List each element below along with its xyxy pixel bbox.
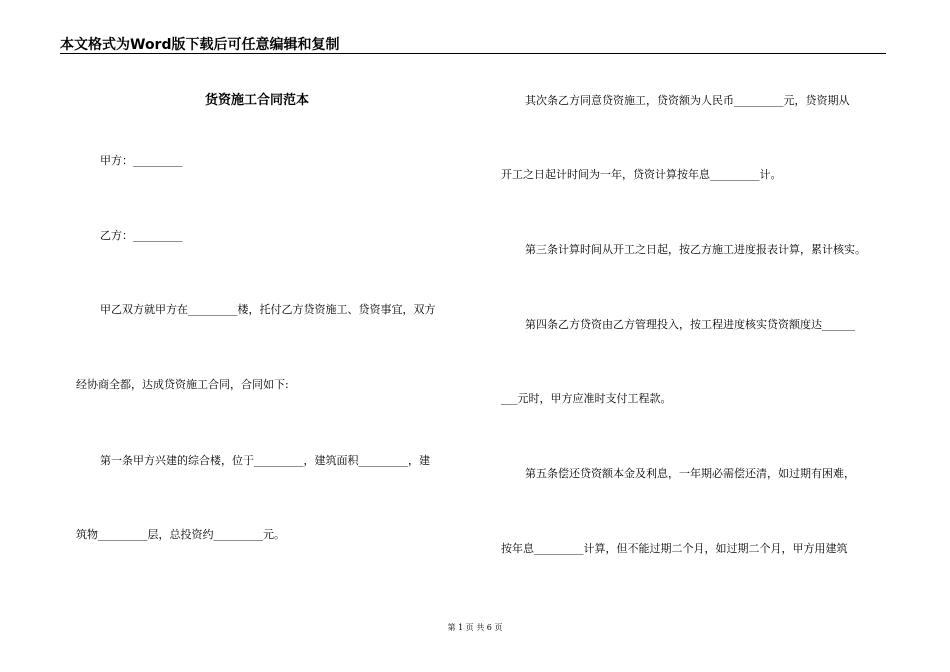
paragraph-line: 按年息_________计算，但不能过期二个月，如过期二个月，甲方用建筑 [501,542,848,555]
page-indicator: 第 1 页 共 6 页 [447,623,503,632]
paragraph-line: 第四条乙方贷资由乙方管理投入，按工程进度核实贷资额度达______ [525,318,855,331]
paragraph-line: 第一条甲方兴建的综合楼，位于_________，建筑面积_________，建 [100,454,430,467]
right-column [495,0,895,672]
paragraph-line: 甲乙双方就甲方在_________楼，托付乙方贷资施工、贷资事宜，双方 [100,303,436,316]
paragraph-line: 甲方：_________ [100,154,183,167]
paragraph-line: 筑物_________层，总投资约_________元。 [76,528,285,541]
paragraph-line: 开工之日起计时间为一年，贷资计算按年息_________计。 [501,168,782,181]
paragraph-line: ___元时，甲方应准时支付工程款。 [501,392,672,405]
header-title: 本文格式为Word版下载后可任意编辑和复制 [60,37,340,53]
document-title: 货资施工合同范本 [205,93,310,108]
paragraph-line: 其次条乙方同意贷资施工，贷资额为人民币_________元，贷资期从 [525,94,850,107]
left-column [60,0,470,672]
paragraph-line: 第三条计算时间从开工之日起，按乙方施工进度报表计算，累计核实。 [525,243,866,256]
paragraph-line: 第五条偿还贷资额本金及利息，一年期必需偿还清，如过期有困难， [525,467,855,480]
paragraph-line: 乙方：_________ [100,229,183,242]
paragraph-line: 经协商全都，达成贷资施工合同，合同如下: [76,378,289,391]
